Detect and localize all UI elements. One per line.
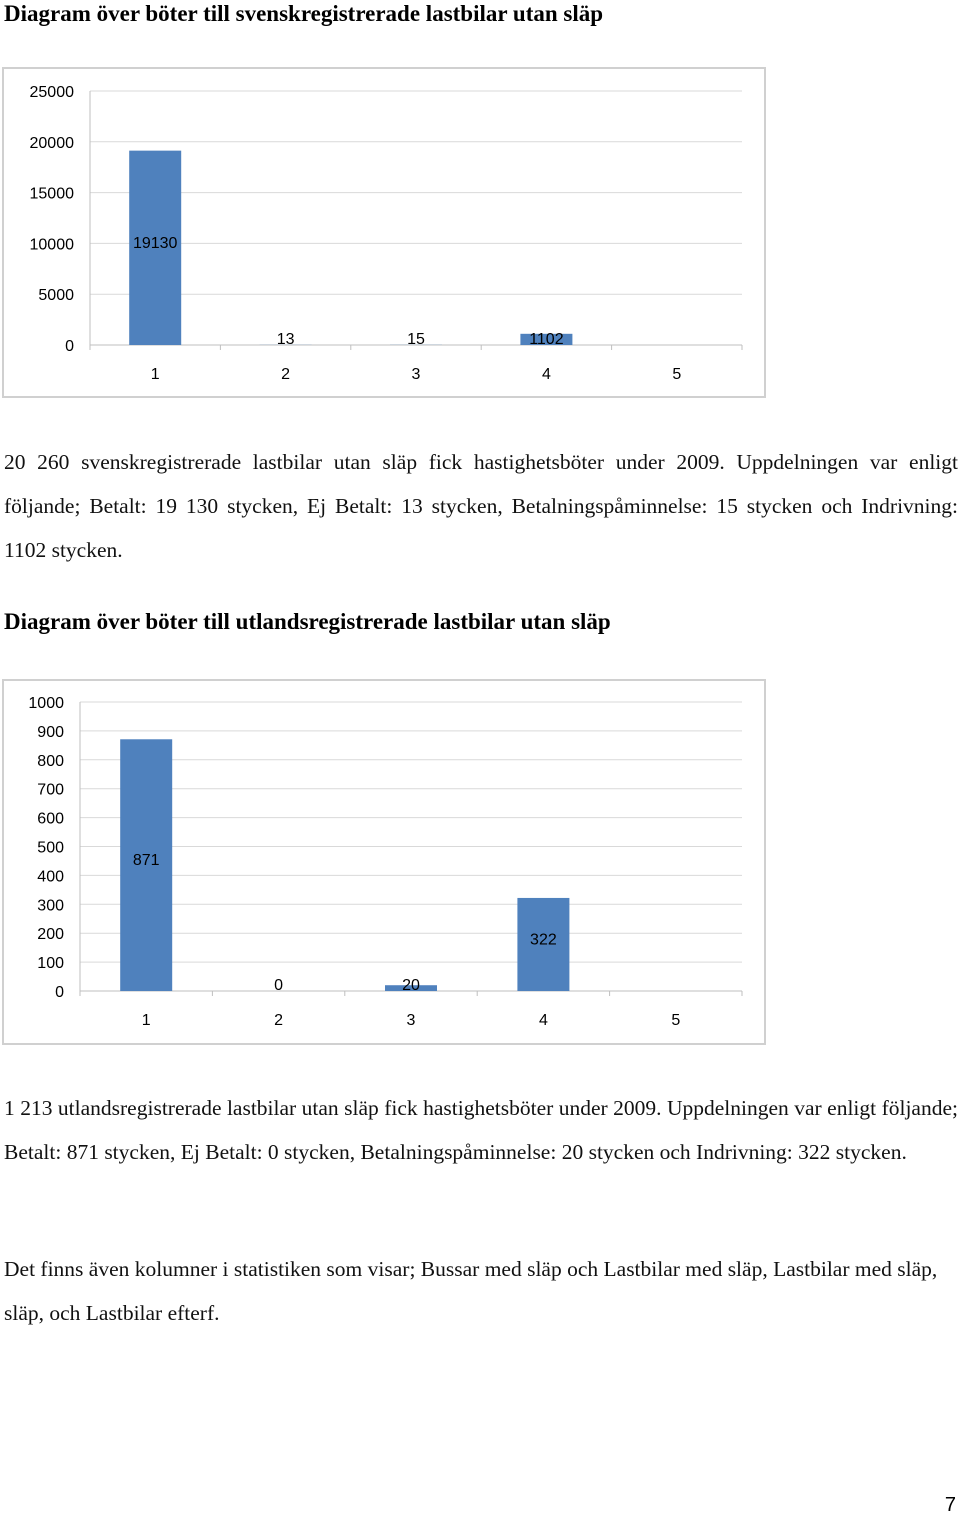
chart1-category-label: 2	[281, 366, 291, 383]
chart2-plot	[4, 681, 764, 1043]
chart2-y-tick-label: 0	[55, 984, 64, 1001]
chart1-data-label: 13	[276, 331, 295, 348]
chart1-data-label: 19130	[132, 234, 178, 252]
chart1-category-label: 1	[150, 366, 160, 383]
chart2-y-tick-label: 900	[37, 723, 64, 741]
chart2-y-tick-label: 700	[37, 781, 64, 799]
chart1-y-tick-label: 20000	[29, 134, 74, 152]
chart2-data-label: 322	[530, 931, 557, 949]
chart1-category-label: 3	[411, 366, 421, 383]
chart2-y-tick-label: 200	[37, 926, 64, 944]
chart1-y-tick-label: 15000	[29, 185, 74, 203]
chart1-y-tick-label: 10000	[29, 236, 74, 254]
page-number: 7	[944, 1494, 956, 1516]
chart1-heading: Diagram över böter till svenskregistrerade lastbilar utan släp	[4, 1, 604, 26]
chart1-frame	[2, 67, 766, 398]
chart2-y-tick-label: 600	[37, 810, 64, 828]
chart1-data-label: 15	[407, 331, 425, 348]
chart2-category-label: 1	[141, 1012, 151, 1029]
chart2-y-tick-label: 300	[37, 897, 64, 915]
chart2-data-label: 20	[402, 977, 420, 994]
chart2-frame	[2, 679, 766, 1045]
chart1-category-label: 4	[541, 366, 551, 383]
chart2-y-tick-label: 400	[37, 868, 64, 886]
paragraph-foreign-summary: 1 213 utlandsregistrerade lastbilar utan släp fick hastighetsböter under 2009. Uppdelningen var enligt följande; Betalt: 871 stycken, Ej Betalt: 0 stycken, Betalningspåminnelse: 20 stycken och Indrivning: 322 stycken.	[4, 1096, 958, 1164]
chart2-y-tick-label: 100	[37, 955, 64, 973]
chart2-category-label: 5	[671, 1012, 681, 1029]
chart1-y-tick-label: 25000	[29, 84, 74, 101]
paragraph-swedish-summary: 20 260 svenskregistrerade lastbilar utan släp fick hastighetsböter under 2009. Uppdelningen var enligt följande; Betalt: 19 130 stycken, Ej Betalt: 13 stycken, Betalningspåminnelse: 15 stycken och Indrivning: 1102 stycken.	[4, 450, 958, 562]
chart2-y-tick-label: 1000	[28, 695, 64, 712]
chart1-y-tick-label: 0	[65, 338, 74, 355]
chart2-category-label: 3	[406, 1012, 416, 1029]
chart2-data-label: 871	[132, 852, 160, 870]
chart2-data-label: 0	[274, 977, 284, 994]
chart2-heading: Diagram över böter till utlandsregistrerade lastbilar utan släp	[4, 609, 611, 634]
paragraph-other-columns: Det finns även kolumner i statistiken som visar; Bussar med släp och Lastbilar med släp, Lastbilar med släp, släp, och Lastbilar efterf.	[4, 1257, 938, 1325]
chart1-y-tick-label: 5000	[38, 287, 74, 305]
chart1-data-label: 1102	[529, 331, 564, 348]
chart2-category-label: 2	[274, 1012, 284, 1029]
chart1-plot	[4, 69, 764, 396]
chart1-category-label: 5	[672, 366, 682, 383]
chart2-category-label: 4	[538, 1012, 548, 1029]
chart2-y-tick-label: 500	[37, 839, 64, 857]
chart2-y-tick-label: 800	[37, 752, 64, 770]
